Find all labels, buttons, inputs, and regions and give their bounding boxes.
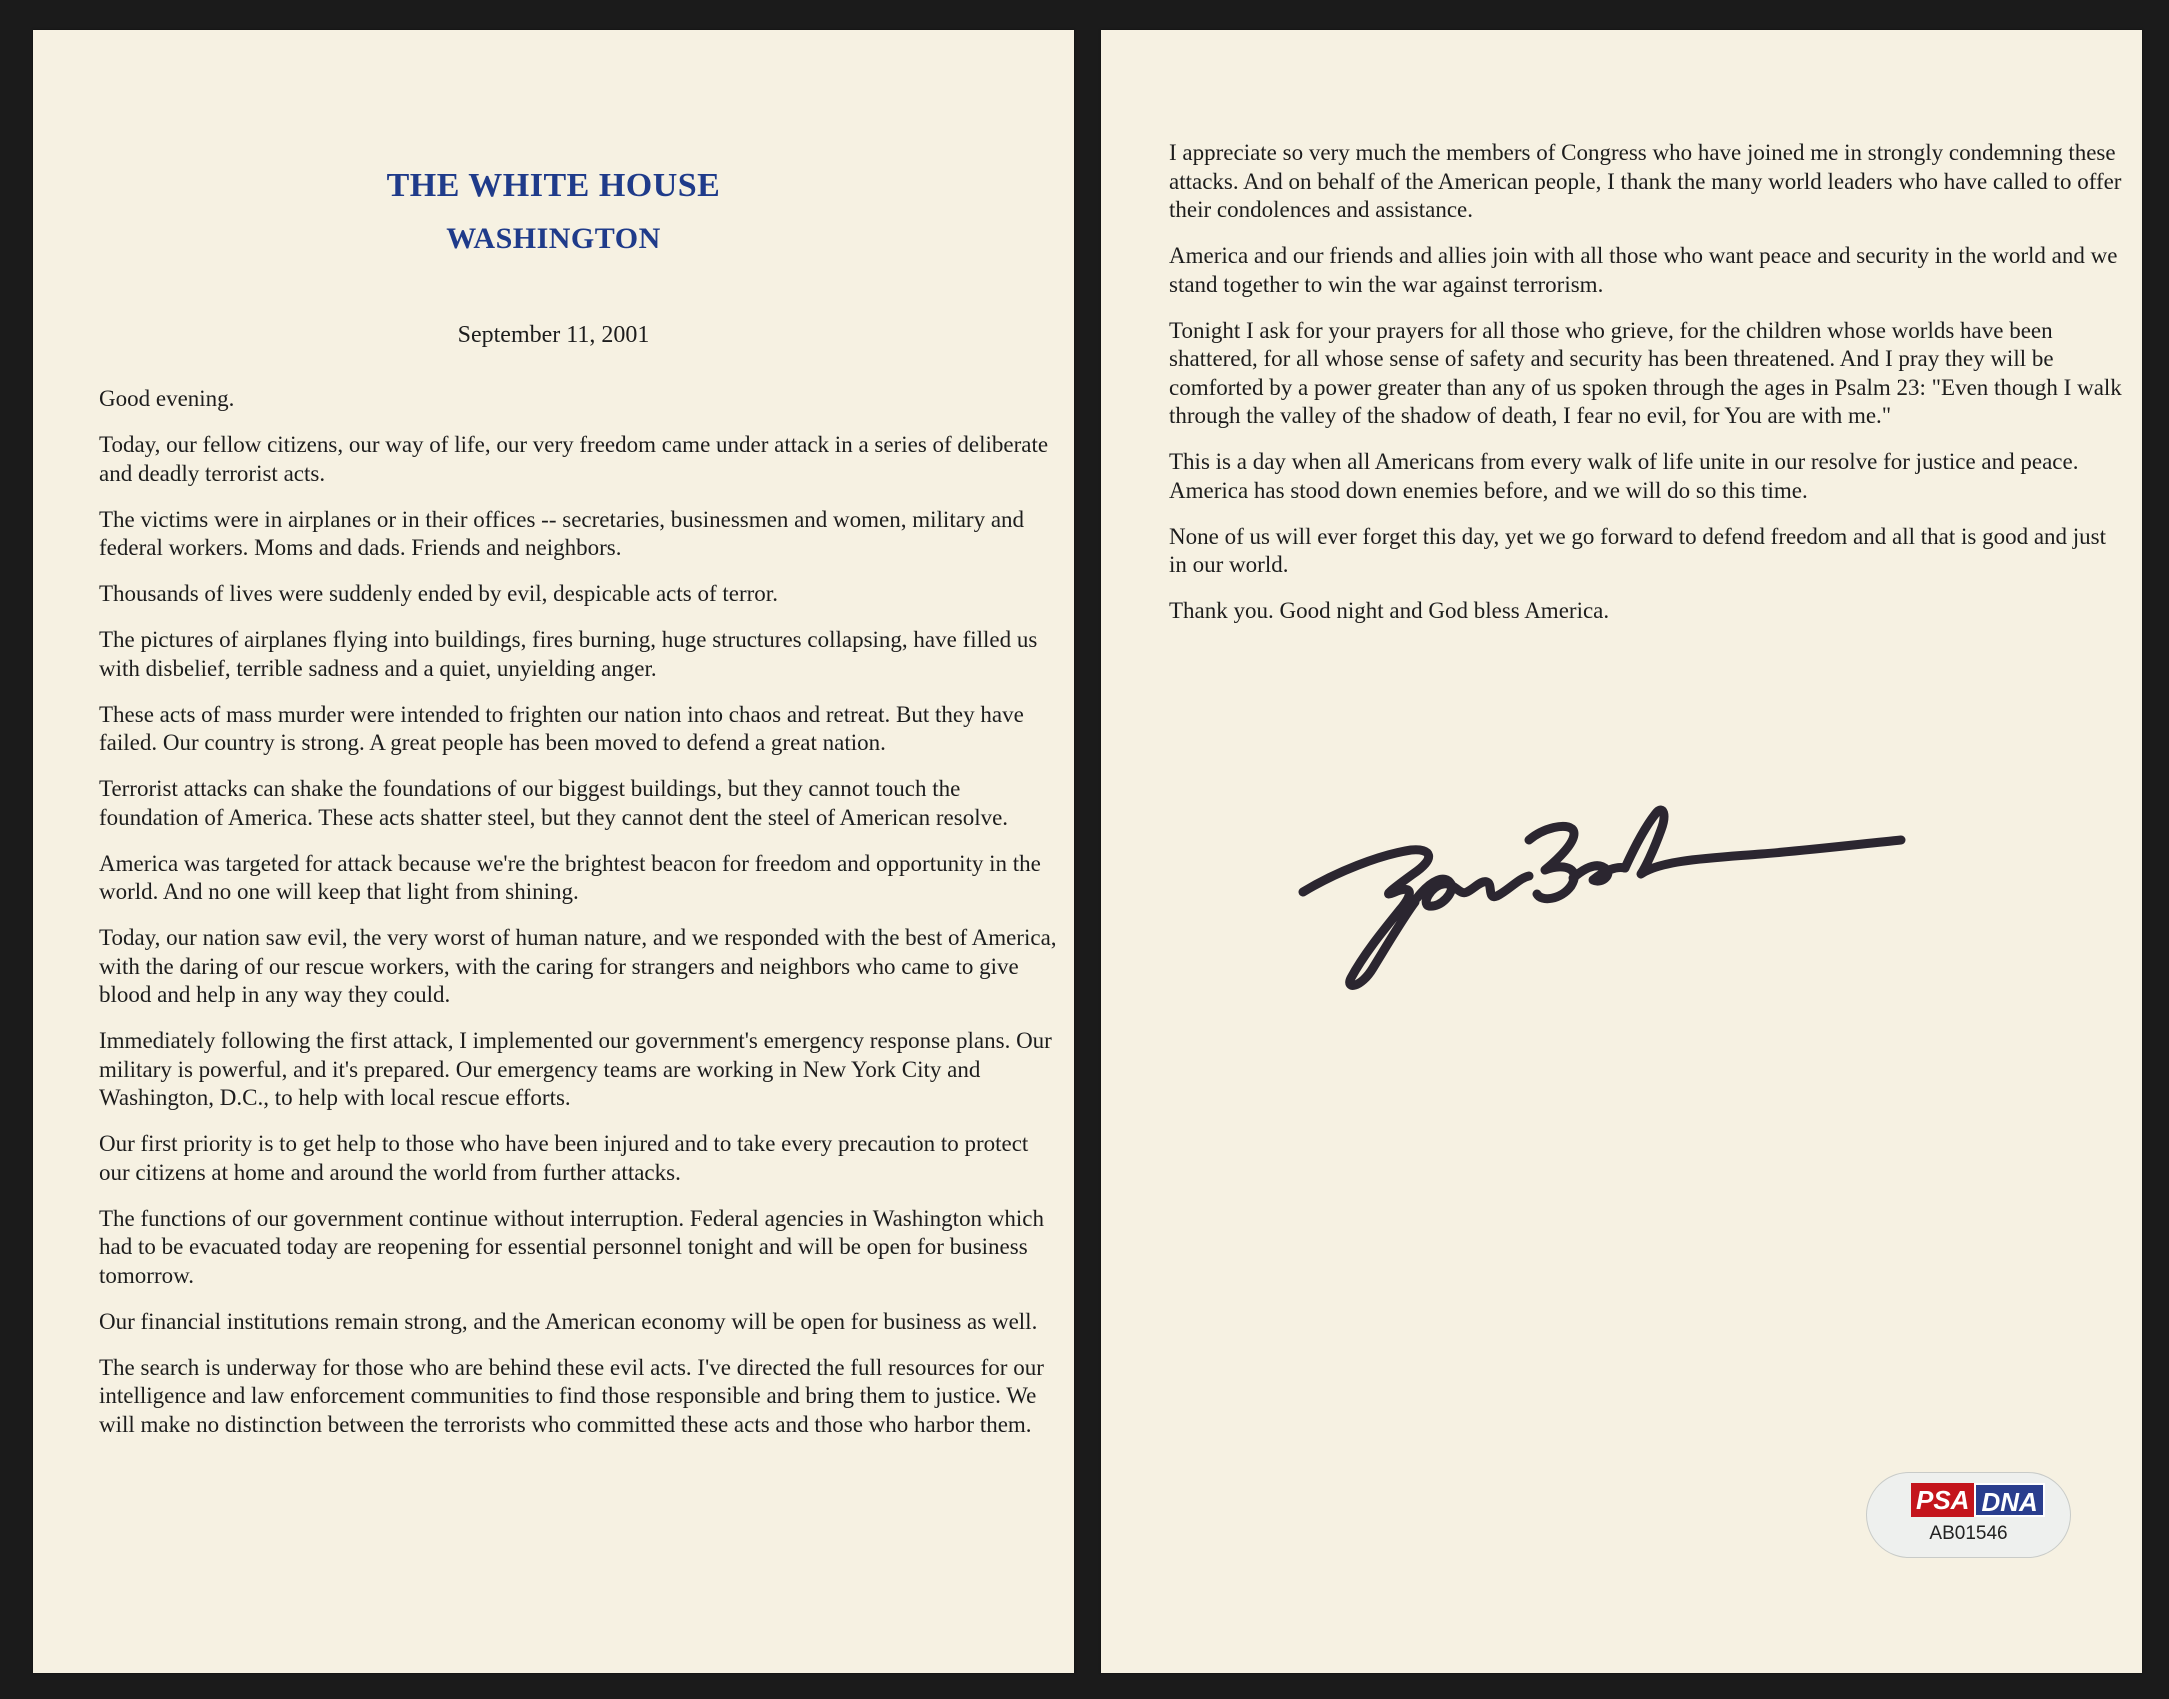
authentication-sticker [1866, 1472, 2071, 1558]
paragraph: Today, our nation saw evil, the very worst of human nature, and we responded with the best of America, with the daring of our rescue workers, with the caring for strangers and neighbors who came to give blood and help in any way they could. [99, 925, 1057, 1007]
paragraph: The functions of our government continue without interruption. Federal agencies in Washington which had to be evacuated today are reopening for essential personnel tonight and will be open for business tomorrow. [99, 1205, 1044, 1288]
paragraph: Good evening. [99, 386, 235, 411]
paragraph: America was targeted for attack because we're the brightest beacon for freedom and opportunity in the world. And no one will keep that light from shining. [99, 850, 1041, 904]
paragraph: The victims were in airplanes or in their offices -- secretaries, businessmen and women, military and federal workers. Moms and dads. Friends and neighbors. [99, 506, 1025, 560]
left-page-body [99, 385, 1059, 1457]
paragraph: The search is underway for those who are behind these evil acts. I've directed the full resources for our intelligence and law enforcement communities to find those responsible and bring them to justice. We will make no distinction between the terrorists who committed these acts and those who harbor them. [99, 1354, 1044, 1437]
signature-stroke [1625, 810, 1901, 874]
paragraph: Our financial institutions remain strong, and the American economy will be open for business as well. [99, 1308, 1038, 1334]
right-page [1101, 30, 2142, 1673]
handwritten-signature [1291, 800, 1931, 1050]
signature-stroke [1529, 826, 1574, 898]
paragraph: Today, our fellow citizens, our way of life, our very freedom came under attack in a series of deliberate and deadly terrorist acts. [99, 432, 1049, 486]
paragraph: Thousands of lives were suddenly ended by evil, despicable acts of terror. [99, 581, 778, 606]
psa-dna-logo [1911, 1483, 2045, 1517]
right-page-body [1169, 139, 2124, 643]
paragraph: None of us will ever forget this day, yet we go forward to defend freedom and all that is good and just in our world. [1169, 523, 2107, 577]
authentication-serial-number: AB01546 [1929, 1523, 2008, 1544]
paragraph: America and our friends and allies join with all those who want peace and security in the world and we stand together to win the war against terrorism. [1169, 243, 2118, 297]
signature-stroke [1417, 876, 1529, 906]
paragraph: Tonight I ask for your prayers for all those who grieve, for the children whose worlds have been shattered, for all whose sense of safety and security has been threatened. And I pray they will be comforted by a power greater than any of us spoken through the ages in Psalm 23: "Even though I walk through the valley of the shadow of death, I fear no evil, for You are with me." [1169, 317, 2122, 428]
dna-logo-text: DNA [1974, 1483, 2044, 1517]
signature-stroke [1303, 850, 1429, 986]
paragraph: Terrorist attacks can shake the foundations of our biggest buildings, but they cannot touch the foundation of America. These acts shatter steel, but they cannot dent the steel of American resolve. [99, 776, 1009, 830]
letterhead-title: THE WHITE HOUSE [386, 167, 721, 204]
paragraph: The pictures of airplanes flying into buildings, fires burning, huge structures collapsing, have filled us with disbelief, terrible sadness and a quiet, unyielding anger. [99, 627, 1038, 681]
document-date: September 11, 2001 [457, 322, 650, 348]
paragraph: Thank you. Good night and God bless America. [1169, 598, 1610, 623]
signature-stroke [1573, 866, 1625, 881]
paragraph: This is a day when all Americans from every walk of life unite in our resolve for justice and peace. America has stood down enemies before, and we will do so this time. [1169, 449, 2079, 503]
letterhead-city: WASHINGTON [446, 222, 661, 255]
paragraph: I appreciate so very much the members of Congress who have joined me in strongly condemning these attacks. And on behalf of the American people, I thank the many world leaders who have called to offer their condolences and assistance. [1169, 140, 2122, 222]
paragraph: These acts of mass murder were intended to frighten our nation into chaos and retreat. But they have failed. Our country is strong. A great people has been moved to defend a great nation. [99, 701, 1024, 755]
paragraph: Immediately following the first attack, I implemented our government's emergency response plans. Our military is powerful, and it's prepared. Our emergency teams are working in New York City and Washington, D.C., to help with local rescue efforts. [99, 1028, 1052, 1110]
paragraph: Our first priority is to get help to those who have been injured and to take every precaution to protect our citizens at home and around the world from further attacks. [99, 1131, 1029, 1185]
left-page [33, 30, 1074, 1673]
psa-logo-text: PSA [1911, 1483, 1974, 1517]
